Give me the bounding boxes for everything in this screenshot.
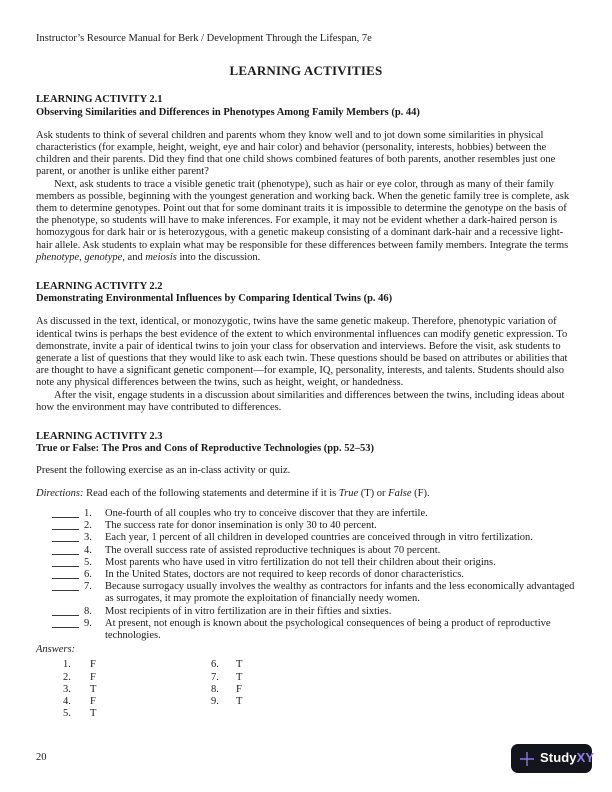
page-title: LEARNING ACTIVITIES	[229, 63, 383, 79]
paragraph-text: Next, ask students to trace a visible genetic trait (phenotype), such as hair or eye color, through as many of their family members as possible, beginning with the youngest generation and working back. When the genetic family tree is complete, ask them to determine genotypes. Point out that for some dominant traits it is impossible to determine the genotype on the basis of the phenotype, so students will have to make inferences. For example, it may not be evident whether a dark-haired person is homozygous for dark hair or is heterozygous, with a genetic makeup consisting of a dominant dark-hair and a recessive light-hair allele. Ask students to explain what may be responsible for these differences between family members. Integrate the terms	[36, 178, 570, 251]
answers-row	[36, 696, 576, 708]
brand-xy: XY	[576, 750, 595, 766]
activity-2-2-paragraph-1: As discussed in the text, identical, or monozygotic, twins have the same genetic makeup. Therefore, phenotypic variation of identical twins is perhaps the best evidence of the extent to which environmental influences can modify genetic expression. To demonstrate, invite a pair of identical twins to join your class for observation and interviews. Before the visit, ask students to generate a list of questions that they would like to ask each twin. These questions should be based on attributes or abilities that are thought to have a significant genetic component—for example, IQ, personality, interests, and talents. Students should also note any physical differences between the twins, such as height, weight, or handedness.	[36, 316, 568, 389]
item-text: Most parents who have used in vitro fertilization do not tell their children about their origins.	[105, 556, 496, 568]
directions-text: Read each of the following statements and determine if it is	[83, 487, 339, 499]
activity-2-2-id: LEARNING ACTIVITY 2.2	[36, 281, 163, 293]
tf-item-3	[36, 532, 576, 544]
answer-blank-line	[52, 569, 79, 579]
answers-label: Answers:	[36, 644, 76, 656]
item-text: Most recipients of in vitro fertilization are in their fifties and sixties.	[105, 605, 392, 617]
answer-blank-line	[52, 532, 79, 542]
item-number: 9.	[84, 617, 92, 629]
item-number: 4.	[84, 544, 92, 556]
paragraph-text: into the discussion.	[176, 251, 261, 263]
tf-item-7	[36, 581, 576, 605]
answer-number: 6.	[211, 659, 219, 671]
activity-2-3-id: LEARNING ACTIVITY 2.3	[36, 431, 163, 443]
italic-term: meiosis	[145, 251, 177, 263]
answer-number: 2.	[63, 671, 71, 683]
item-number: 3.	[84, 532, 92, 544]
tf-item-6	[36, 569, 576, 581]
answer-value: F	[90, 695, 96, 707]
answer-number: 3.	[63, 683, 71, 695]
activity-2-1-id: LEARNING ACTIVITY 2.1	[36, 94, 163, 106]
answer-number: 9.	[211, 695, 219, 707]
item-text: The overall success rate of assisted reproductive techniques is about 70 percent.	[105, 544, 441, 556]
item-number: 2.	[84, 520, 92, 532]
answer-number: 4.	[63, 695, 71, 707]
activity-2-1-paragraph-1: Ask students to think of several children and parents whom they know well and to jot down some similarities in physical characteristics (for example, height, weight, eye and hair color) and behavior (personality, interests, hobbies) between the children and their parents. Did they find that one child shows combined features of both parents, another resembles just one parent, or another is unlike either parent?	[36, 129, 556, 178]
answer-value: T	[236, 671, 243, 683]
answers-row	[36, 684, 576, 696]
directions-text: (T) or	[358, 487, 389, 499]
activity-2-3-intro: Present the following exercise as an in-class activity or quiz.	[36, 465, 291, 477]
answer-blank-line	[52, 581, 79, 591]
item-number: 7.	[84, 581, 92, 593]
plus-icon	[519, 751, 535, 767]
answer-blank-line	[52, 508, 79, 518]
answer-blank-line	[52, 606, 79, 616]
tf-item-2	[36, 520, 576, 532]
item-text: Each year, 1 percent of all children in developed countries are conceived through in vitro fertilization.	[105, 532, 533, 544]
answer-value: T	[236, 695, 243, 707]
tf-item-9	[36, 618, 576, 642]
running-header: Instructor’s Resource Manual for Berk / Development Through the Lifespan, 7e	[36, 33, 372, 44]
paragraph-text: and	[124, 251, 146, 263]
answers-row	[36, 672, 576, 684]
studyxy-wordmark	[540, 752, 594, 764]
studyxy-logo-badge	[511, 744, 595, 773]
answer-number: 5.	[63, 708, 71, 720]
item-text: At present, not enough is known about the psychological consequences of being a product of reproductive technologies.	[105, 617, 551, 641]
activity-2-1-heading	[36, 94, 576, 118]
true-false-list	[36, 508, 576, 642]
answer-value: F	[90, 671, 96, 683]
activity-2-2-title: Demonstrating Environmental Influences by Comparing Identical Twins (p. 46)	[36, 293, 393, 305]
false-term: False	[388, 487, 412, 499]
answer-number: 8.	[211, 683, 219, 695]
item-number: 5.	[84, 556, 92, 568]
item-text: Because surrogacy usually involves the wealthy as contractors for infants and the less economically advantaged as surrogates, it may promote the exploitation of financially needy women.	[105, 581, 575, 605]
page-number: 20	[36, 752, 47, 763]
answer-value: T	[90, 683, 97, 695]
directions-line	[36, 488, 576, 500]
true-term: True	[338, 487, 359, 499]
answer-value: T	[236, 659, 243, 671]
answer-number: 1.	[63, 659, 71, 671]
tf-item-1	[36, 508, 576, 520]
tf-item-8	[36, 606, 576, 618]
directions-label: Directions:	[36, 487, 84, 499]
item-number: 8.	[84, 605, 92, 617]
brand-study: Study	[540, 750, 577, 766]
answers-row	[36, 708, 576, 720]
activity-2-3-title: True or False: The Pros and Cons of Reproductive Technologies (pp. 52–53)	[36, 443, 374, 455]
tf-item-5	[36, 557, 576, 569]
italic-term: phenotype, genotype,	[36, 251, 125, 263]
answer-value: T	[90, 708, 97, 720]
activity-2-3-heading	[36, 431, 576, 455]
answers-grid	[36, 659, 576, 720]
answer-blank-line	[52, 618, 79, 628]
answer-value: F	[236, 683, 242, 695]
answer-blank-line	[52, 557, 79, 567]
activity-2-1-title: Observing Similarities and Differences in Phenotypes Among Family Members (p. 44)	[36, 106, 420, 118]
directions-text: (F).	[411, 487, 430, 499]
answer-value: F	[90, 659, 96, 671]
answers-row	[36, 659, 576, 671]
item-text: The success rate for donor insemination is only 30 to 40 percent.	[105, 520, 377, 532]
page-content	[36, 33, 576, 720]
item-text: One-fourth of all couples who try to conceive discover that they are infertile.	[105, 507, 428, 519]
answer-blank-line	[52, 520, 79, 530]
tf-item-4	[36, 545, 576, 557]
item-number: 1.	[84, 507, 92, 519]
answer-number: 7.	[211, 671, 219, 683]
activity-2-1-paragraph-2	[36, 179, 576, 264]
item-text: In the United States, doctors are not required to keep records of donor characteristics.	[105, 568, 464, 580]
activity-2-2-heading	[36, 281, 576, 305]
activity-2-2-paragraph-2: After the visit, engage students in a discussion about similarities and differences between the twins, including ideas about how the environment may have contributed to differences.	[36, 389, 565, 413]
item-number: 6.	[84, 568, 92, 580]
answer-blank-line	[52, 545, 79, 555]
